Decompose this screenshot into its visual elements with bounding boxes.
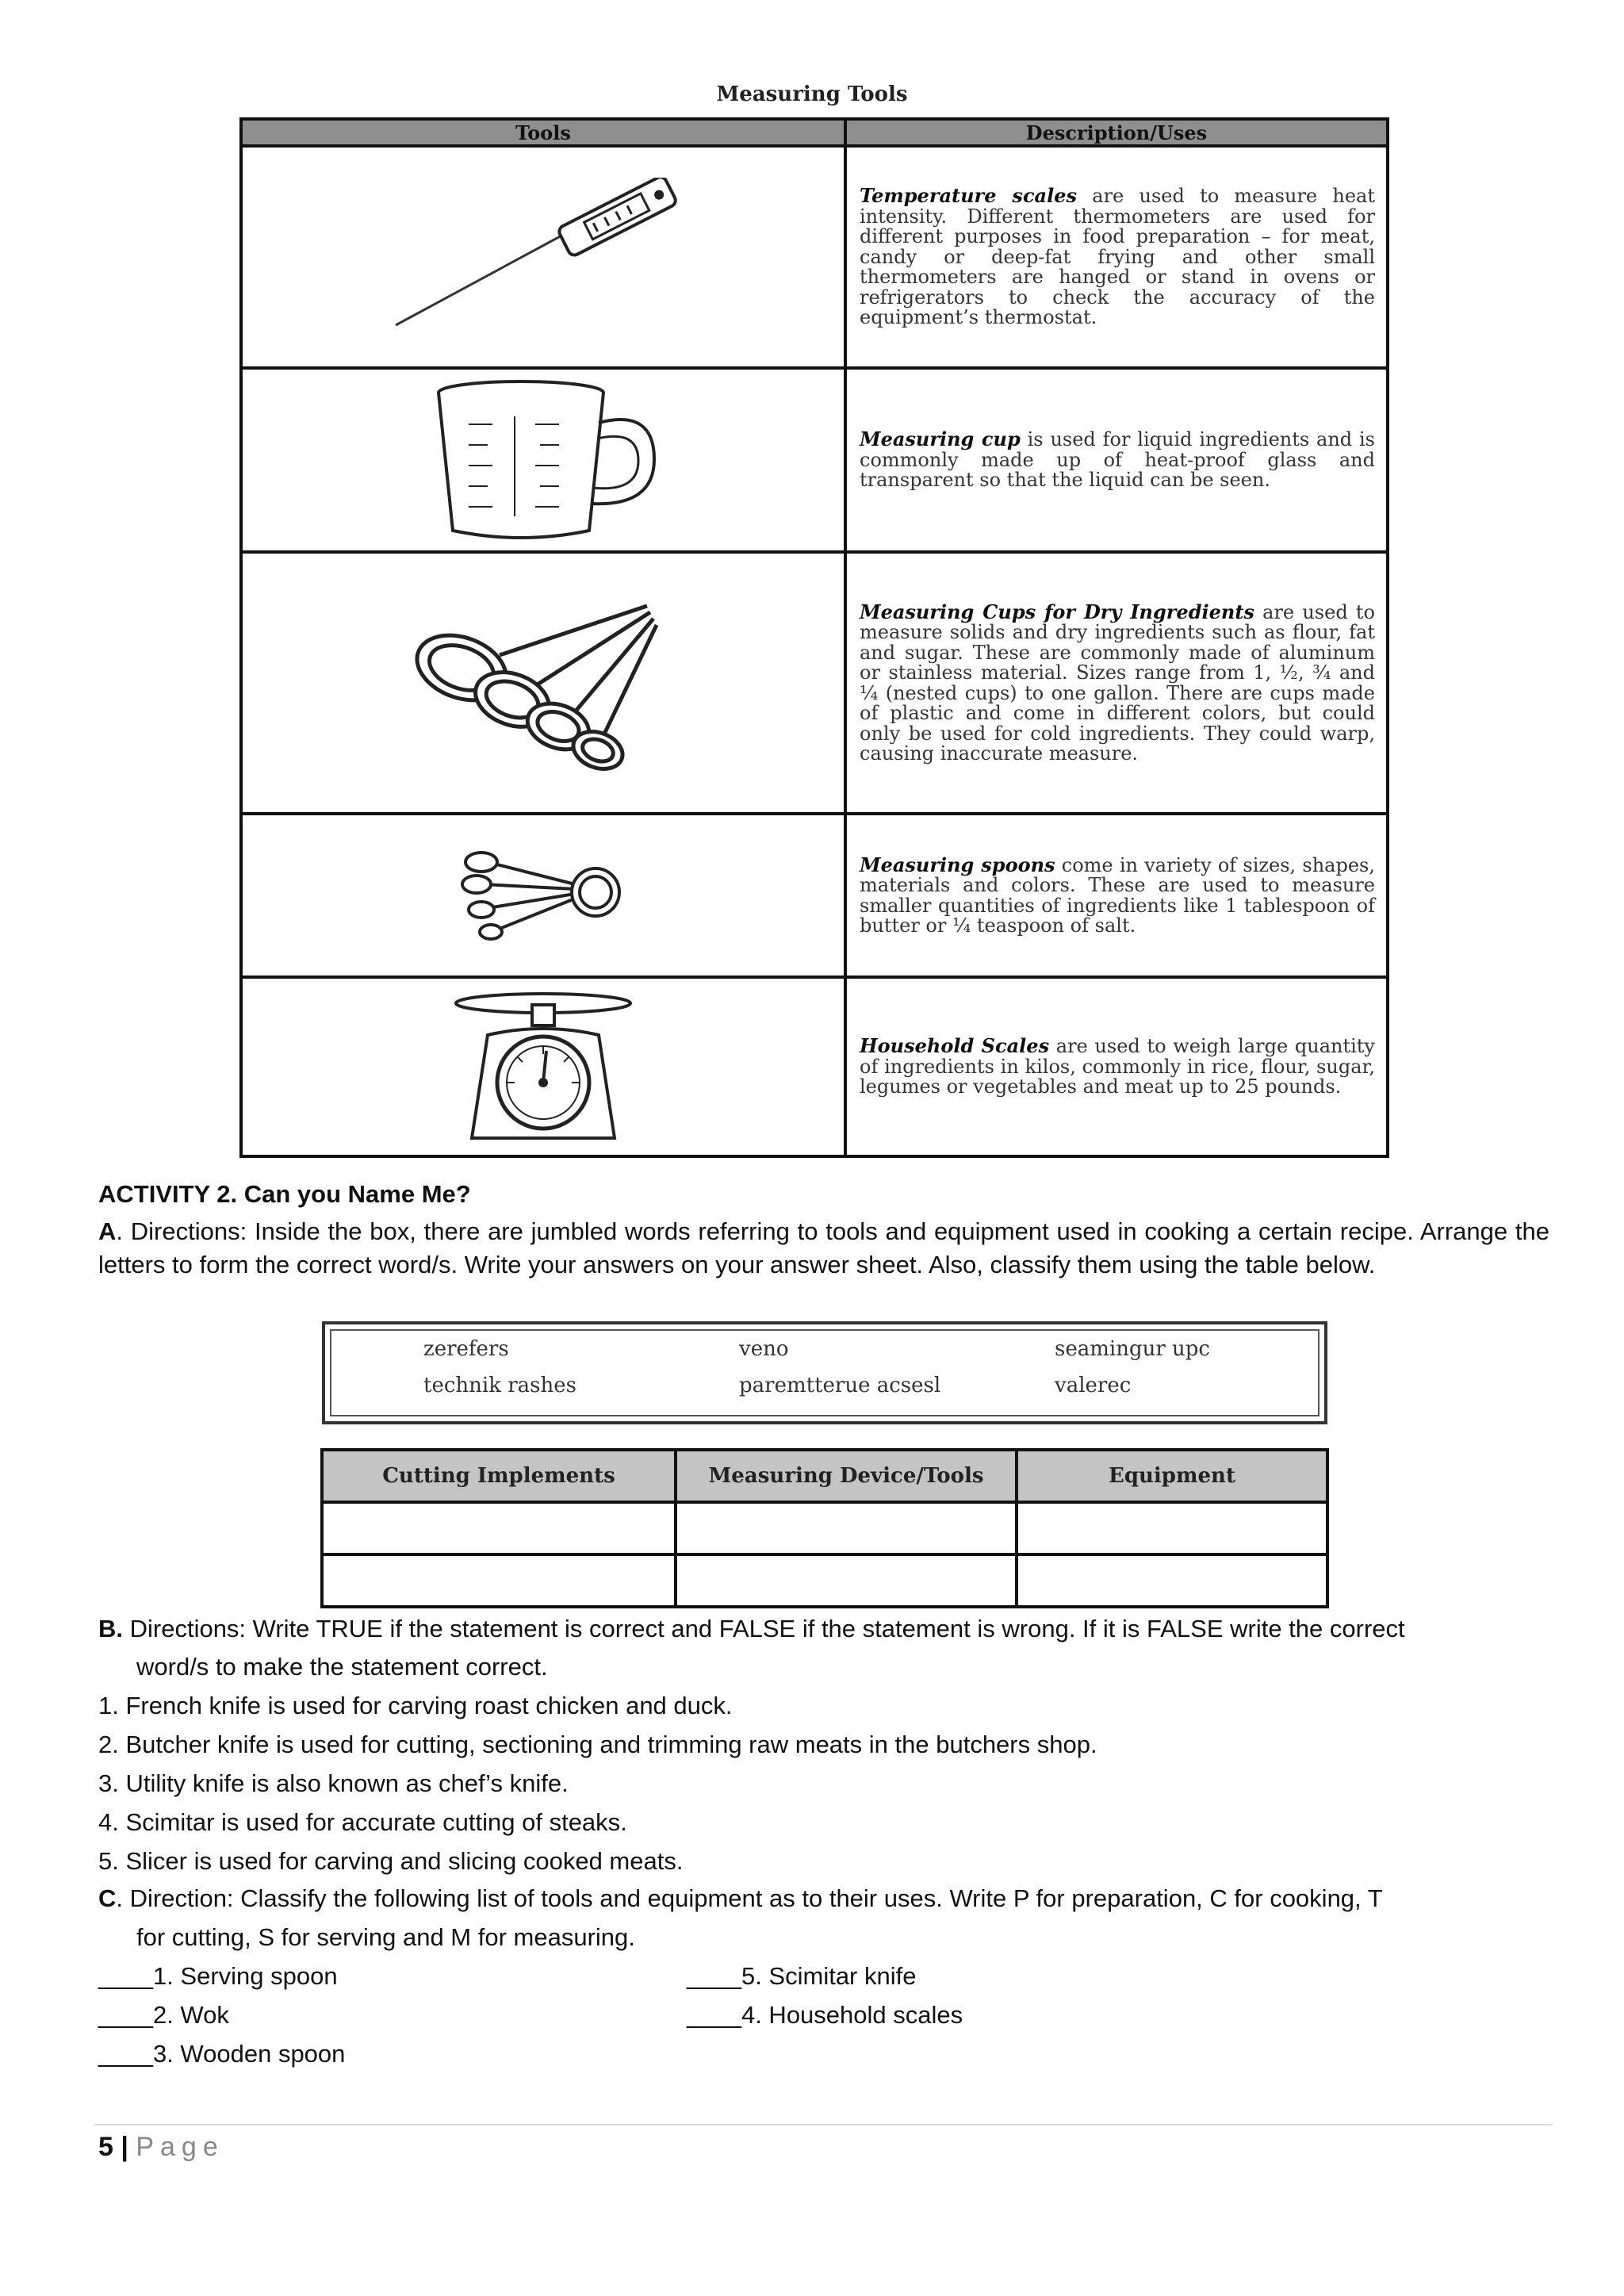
table-row — [243, 148, 1386, 370]
page-number: 5 — [98, 2132, 113, 2162]
jumbled-word: seamingur upc — [1055, 1337, 1210, 1361]
table-header — [243, 121, 1386, 148]
description-text: Household Scales are used to weigh large quantity of ingredients in kilos, commonly in rice, flour, sugar, legumes or vegetables and meat up to 25 pounds. — [860, 1034, 1375, 1098]
part-b-directions-cont: word/s to make the statement correct. — [136, 1653, 548, 1681]
description-text: Temperature scales are used to measure heat intensity. Different thermometers are used for different purposes in food preparation – for meat, candy or deep-fat frying and other small thermometers are hanged or stand in ovens or refrigerators to check the accuracy of the equipment’s thermostat. — [860, 184, 1375, 329]
header-description: Description/Uses — [1025, 121, 1208, 144]
answer-cell[interactable] — [322, 1554, 676, 1607]
household-scale-icon — [416, 987, 670, 1146]
classification-table — [320, 1448, 1329, 1608]
answer-cell[interactable] — [676, 1554, 1017, 1607]
page-separator: | — [121, 2132, 128, 2162]
answer-cell[interactable] — [1017, 1554, 1327, 1607]
description-text: Measuring Cups for Dry Ingredients are used to measure solids and dry ingredients such as flour, fat and sugar. These are commonly made of aluminum or stainless material. Sizes range from 1, ½, ¾ and ¼ (nested cups) to one gallon. There are cups made of plastic and come in different colors, but could only be used for cold ingredients. They could warp, causing inaccurate measure. — [860, 600, 1375, 765]
dry-measuring-cups-icon — [412, 592, 674, 774]
measuring-tools-title: Measuring Tools — [716, 82, 908, 106]
thermometer-icon — [377, 178, 710, 336]
table-row — [243, 979, 1386, 1155]
header-equipment: Equipment — [1017, 1450, 1327, 1502]
table-row — [322, 1554, 1327, 1607]
list-item: 5. Slicer is used for carving and slicing cooked meats. — [98, 1847, 684, 1875]
measuring-spoons-icon — [456, 848, 630, 943]
list-item: ____2. Wok — [98, 2001, 229, 2029]
list-item: 1. French knife is used for carving roast chicken and duck. — [98, 1692, 733, 1719]
answer-cell[interactable] — [1017, 1502, 1327, 1554]
list-item: ____4. Household scales — [687, 2001, 963, 2029]
activity-title: ACTIVITY 2. Can you Name Me? — [98, 1180, 471, 1208]
list-item: 2. Butcher knife is used for cutting, sectioning and trimming raw meats in the butchers shop. — [98, 1731, 1097, 1758]
header-measuring-device-tools: Measuring Device/Tools — [676, 1450, 1017, 1502]
answer-cell[interactable] — [322, 1502, 676, 1554]
list-item: 4. Scimitar is used for accurate cutting of steaks. — [98, 1808, 627, 1836]
footer-divider — [94, 2124, 1553, 2125]
measuring-cup-icon — [416, 377, 670, 543]
jumbled-words-box — [322, 1321, 1327, 1424]
jumbled-word: zerefers — [423, 1337, 509, 1361]
jumbled-word: veno — [739, 1337, 789, 1361]
part-c-directions: C. Direction: Classify the following list of tools and equipment as to their uses. Write P for preparation, C for cooking, T — [98, 1884, 1383, 1912]
answer-cell[interactable] — [676, 1502, 1017, 1554]
table-row — [243, 815, 1386, 979]
page-label: Page — [136, 2132, 224, 2162]
table-header — [322, 1450, 1327, 1502]
list-item: ____5. Scimitar knife — [687, 1962, 917, 1990]
table-row — [243, 370, 1386, 554]
part-a-directions: A. Directions: Inside the box, there are jumbled words referring to tools and equipment used in cooking a certain recipe. Arrange the letters to form the correct word/s. Write your answers on your answer sheet. Also, classify them using the table below. — [98, 1217, 1549, 1278]
header-cutting-implements: Cutting Implements — [322, 1450, 676, 1502]
description-text: Measuring spoons come in variety of sizes, shapes, materials and colors. These are used to measure smaller quantities of ingredients like 1 tablespoon of butter or ¼ teaspoon of salt. — [860, 853, 1376, 937]
list-item: ____3. Wooden spoon — [98, 2040, 346, 2068]
page-footer — [98, 2132, 224, 2163]
table-row — [243, 554, 1386, 815]
list-item: ____1. Serving spoon — [98, 1962, 338, 1990]
jumbled-word: valerec — [1055, 1374, 1132, 1397]
jumbled-word: technik rashes — [423, 1374, 576, 1397]
table-row — [322, 1502, 1327, 1554]
part-c-directions-cont: for cutting, S for serving and M for measuring. — [136, 1923, 635, 1951]
measuring-tools-table — [239, 117, 1389, 1158]
header-tools: Tools — [243, 121, 847, 144]
jumbled-word: paremtterue acsesl — [739, 1374, 941, 1397]
description-text: Measuring cup is used for liquid ingredients and is commonly made up of heat-proof glass and transparent so that the liquid can be seen. — [860, 427, 1375, 492]
part-b-directions: B. Directions: Write TRUE if the statement is correct and FALSE if the statement is wrong. If it is FALSE write the correct — [98, 1615, 1405, 1642]
list-item: 3. Utility knife is also known as chef’s knife. — [98, 1769, 569, 1797]
